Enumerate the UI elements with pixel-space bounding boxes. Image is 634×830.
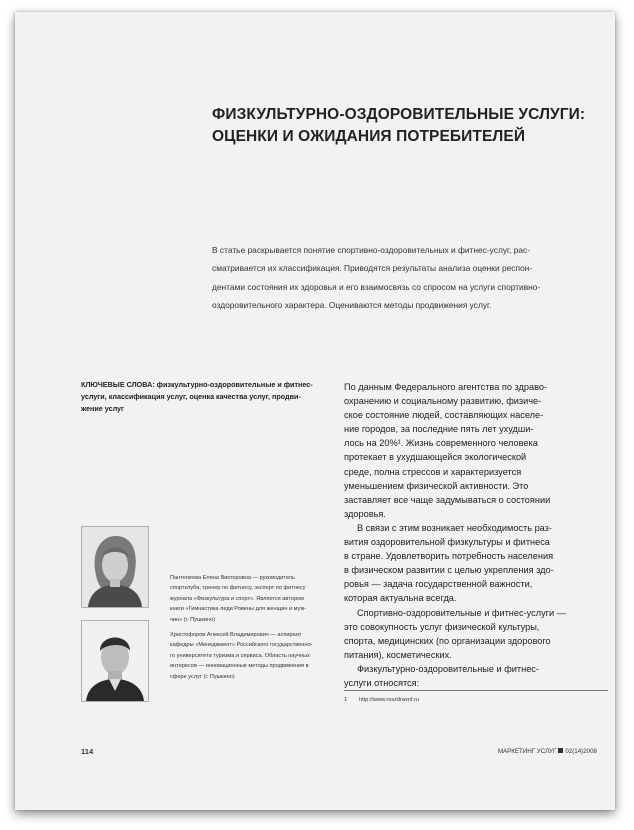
- magazine-page: [15, 12, 615, 810]
- author-bio-line: сфере услуг (г. Пушкино): [170, 673, 235, 680]
- body-line: протекает в ухудшающейся экологической: [344, 452, 527, 463]
- abstract-line: сматривается их классификация. Приводятся результаты анализа оценки респон-: [212, 263, 533, 274]
- author-photo-woman: [81, 526, 149, 608]
- author-photo-man: [81, 620, 149, 702]
- body-line: в физическом развитии с целью укрепления здо-: [344, 565, 554, 576]
- body-line: питания), косметических.: [344, 649, 452, 660]
- body-line: Физкультурно-оздоровительные и фитнес-: [357, 663, 539, 674]
- body-line: В связи с этим возникает необходимость раз-: [357, 522, 552, 533]
- journal-name: МАРКЕТИНГ УСЛУГ: [497, 748, 557, 755]
- footnote: [344, 697, 419, 703]
- keywords-line: услуги, классификация услуг, оценка качества услуг, продви-: [81, 392, 301, 401]
- journal-folio: [498, 748, 597, 755]
- footnote-divider: [344, 690, 608, 691]
- author-bio-line: спортклуба, тренер по фитнесу, эксперт по фитнесу: [170, 585, 306, 592]
- body-line: ние городов, за последние пять лет ухудши-: [344, 424, 534, 435]
- author-bio-line: книги «Гимнастика леди Ровены для женщин и муж-: [170, 606, 307, 613]
- body-line: ровья — задача государственной важности,: [344, 579, 533, 590]
- author-bio-line: го университета туризма и сервиса. Область научных: [170, 652, 310, 659]
- square-bullet-icon: [558, 748, 563, 753]
- author-bio: [170, 630, 326, 682]
- keywords-line: КЛЮЧЕВЫЕ СЛОВА: физкультурно-оздоровительные и фитнес-: [81, 380, 313, 389]
- author-bio-line: Христофоров Алексей Владимирович — аспирант: [170, 632, 302, 638]
- abstract-line: оздоровительного характера. Оцениваются методы продвижения услуг.: [212, 299, 492, 310]
- body-line: услуги относятся:: [344, 677, 420, 688]
- body-line: вития оздоровительной физкультуры и фитнеса: [344, 537, 550, 548]
- author-bio-line: Пантелеева Елена Викторовна — руководитель: [170, 575, 295, 581]
- body-line: лось на 20%¹. Жизнь современного человека: [344, 438, 538, 449]
- body-line: заставляет все чаще задумываться о состоянии: [344, 494, 551, 505]
- body-line: в стране. Удовлетворить потребность населения: [344, 551, 554, 562]
- keywords-block: [81, 379, 331, 415]
- footnote-link[interactable]: http://www.roszdravnf.ru: [359, 697, 419, 703]
- page-number: 114: [81, 747, 94, 756]
- article-body: [344, 380, 604, 690]
- abstract-line: В статье раскрывается понятие спортивно-оздоровительных и фитнес-услуг, рас-: [212, 245, 531, 255]
- author-bio-line: кафедры «Менеджмент» Российского государственно-: [170, 642, 313, 649]
- body-line: это совокупность услуг физической культуры,: [344, 621, 540, 632]
- body-line: ское состояние людей, составляющих населе-: [344, 410, 544, 421]
- title-line-1: ФИЗКУЛЬТУРНО-ОЗДОРОВИТЕЛЬНЫЕ УСЛУГИ:: [212, 106, 586, 123]
- body-line: По данным Федерального агентства по здраво-: [344, 382, 548, 392]
- article-abstract: [212, 241, 600, 314]
- body-line: которая актуальна всегда.: [344, 593, 457, 604]
- author-bio-line: чин» (г. Пушкино): [170, 616, 216, 623]
- body-line: Спортивно-оздоровительные и фитнес-услуги —: [357, 607, 566, 618]
- author-bio-line: журнала «Физкультура и спорт». Является автором: [170, 595, 304, 602]
- title-line-2: ОЦЕНКИ И ОЖИДАНИЯ ПОТРЕБИТЕЛЕЙ: [212, 128, 526, 145]
- abstract-line: дентами состояния их здоровья и его взаимосвязь со спросом на услуги спортивно-: [212, 281, 541, 292]
- author-bio: [170, 573, 326, 625]
- keywords-line: жение услуг: [81, 404, 125, 413]
- body-line: среде, полна стрессов и характеризуется: [344, 466, 522, 477]
- journal-issue: 02(14)2008: [565, 748, 597, 755]
- author-bio-line: интересов — инновационные методы продвижения в: [170, 663, 309, 670]
- footnote-mark: 1: [344, 697, 348, 703]
- article-title: [212, 104, 592, 148]
- body-line: спорта, медицинских (по организации здорового: [344, 635, 551, 646]
- body-line: здоровья.: [344, 508, 386, 519]
- body-line: уменьшением физической активности. Это: [344, 480, 529, 491]
- body-line: охранению и социальному развитию, физиче-: [344, 396, 542, 407]
